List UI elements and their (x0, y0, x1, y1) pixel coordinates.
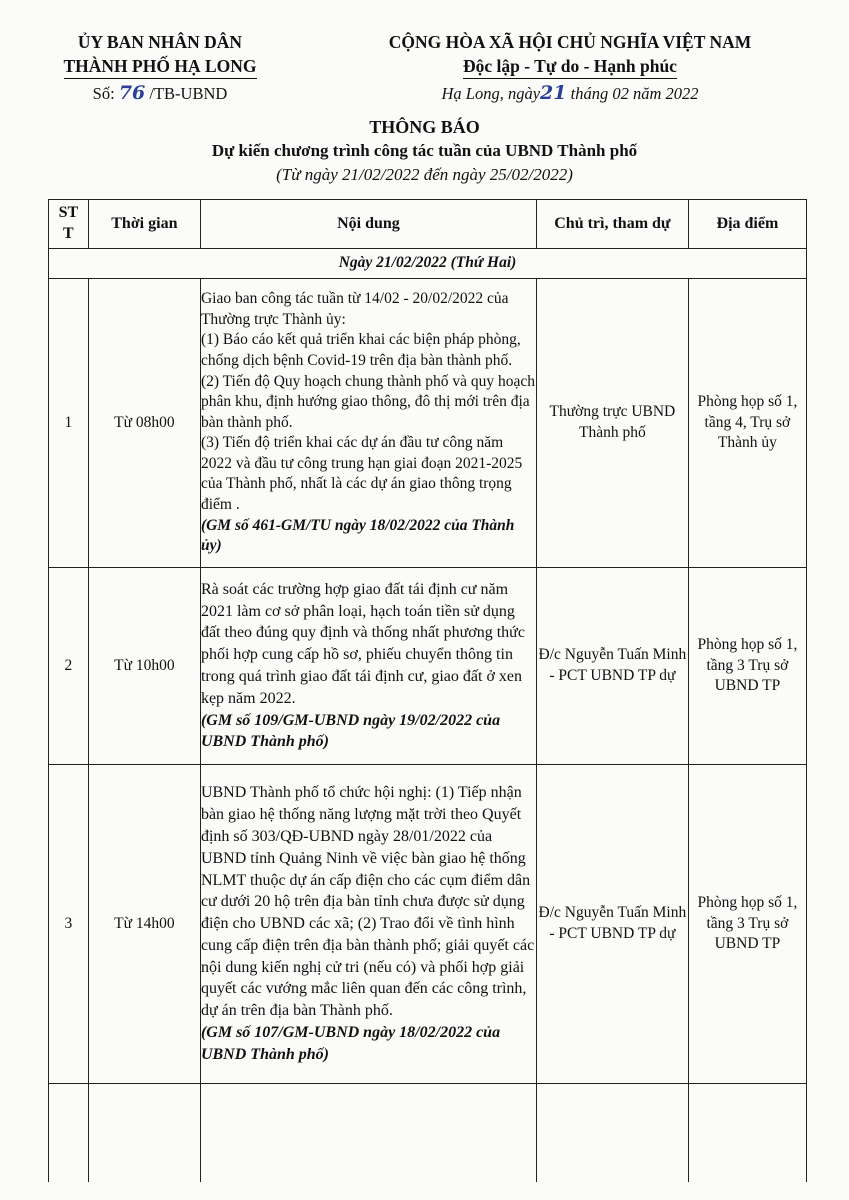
issuing-authority (40, 30, 280, 107)
document-title (0, 115, 849, 187)
table-header-row (49, 200, 807, 249)
row-location: Phòng họp số 1, tầng 3 Trụ sở UBND TP (688, 765, 806, 1084)
date-day-handwritten: 21 (540, 82, 567, 104)
table-row (49, 568, 807, 765)
row-content: Rà soát các trường hợp giao đất tái định cư năm 2021 làm cơ sở phân loại, hạch toán tiền sử dụng đất theo đúng quy định và thống nhất phương thức phối hợp cung cấp hồ sơ, phiếu chuyển thông tin trong quá trình giao đất tái định cư, giao đất ở xen kẹp năm 2022. (200, 580, 525, 707)
col-stt-line2: T (63, 225, 74, 242)
day-header: Ngày 21/02/2022 (Thứ Hai) (49, 249, 807, 279)
date-prefix: Hạ Long, ngày (441, 84, 541, 103)
table-row (49, 765, 807, 1084)
row-host: Đ/c Nguyễn Tuấn Minh - PCT UBND TP dự (536, 765, 688, 1084)
authority-name: ỦY BAN NHÂN DÂN (77, 32, 243, 52)
title-date-range: (Từ ngày 21/02/2022 đến ngày 25/02/2022) (276, 165, 573, 184)
col-host: Chủ trì, tham dự (536, 200, 688, 249)
schedule-table (48, 199, 807, 1182)
row-time: Từ 14h00 (88, 765, 200, 1084)
row-reference: (GM số 107/GM-UBND ngày 18/02/2022 của UBND Thành phố) (200, 1024, 501, 1063)
row-stt: 2 (49, 568, 89, 765)
document-number (40, 80, 280, 107)
doc-number-suffix: /TB-UBND (145, 84, 228, 103)
title-subtitle: Dự kiến chương trình công tác tuần của UBND Thành phố (211, 141, 638, 160)
row-content: UBND Thành phố tổ chức hội nghị: (1) Tiếp nhận bàn giao hệ thống năng lượng mặt trời theo Quyết định số 303/QĐ-UBND ngày 28/01/2022 của UBND tỉnh Quảng Ninh về việc bàn giao hệ thống NLMT thuộc dự án cấp điện cho các cụm điểm dân cư dưới 20 hộ trên địa bàn tỉnh chưa được sử dụng điện cho UBND các xã; (2) Trao đổi về tình hình cung cấp điện trên địa bàn thành phố; giải quyết các nội dung kiến nghị cử tri (nếu có) và phối hợp giải quyết các vướng mắc liên quan đến các công trình, dự án trên địa bàn Thành phố. (200, 784, 535, 1020)
row-host: Đ/c Nguyễn Tuấn Minh - PCT UBND TP dự (536, 568, 688, 765)
row-time-empty (88, 1084, 200, 1183)
col-stt (49, 200, 89, 249)
national-header (345, 30, 795, 107)
row-content-cell (200, 568, 536, 765)
table-row-continued (49, 1084, 807, 1183)
col-content: Nội dung (200, 200, 536, 249)
doc-number-handwritten: 76 (118, 82, 146, 104)
row-reference: (GM số 461-GM/TU ngày 18/02/2022 của Thành ủy) (200, 516, 515, 555)
col-stt-line1: ST (58, 204, 79, 222)
row-location-empty (688, 1084, 806, 1183)
table-row (49, 279, 807, 568)
row-location: Phòng họp số 1, tầng 4, Trụ sở Thành ủy (688, 279, 806, 568)
row-content-cell (200, 279, 536, 568)
national-motto: Độc lập - Tự do - Hạnh phúc (463, 56, 677, 76)
row-host-empty (536, 1084, 688, 1183)
row-location: Phòng họp số 1, tầng 3 Trụ sở UBND TP (688, 568, 806, 765)
place-and-date (345, 80, 795, 107)
row-host: Thường trực UBND Thành phố (536, 279, 688, 568)
day-header-row (49, 249, 807, 279)
row-content: Giao ban công tác tuần từ 14/02 - 20/02/2022 của Thường trực Thành ủy: (1) Báo cáo kết quả triển khai các biện pháp phòng, chống dịch bệnh Covid-19 trên địa bàn thành phố. (2) Tiến độ Quy hoạch chung thành phố và quy hoạch phân khu, định hướng giao thông, đô thị mới trên địa bàn thành phố. (3) Tiến độ triển khai các dự án đầu tư công năm 2022 và đầu tư công trung hạn giai đoạn 2021-2025 của Thành phố, nhất là các dự án giao thông trọng điểm . (200, 290, 536, 514)
row-stt-empty (49, 1084, 89, 1183)
title-main: THÔNG BÁO (369, 117, 480, 137)
col-location: Địa điểm (688, 200, 806, 249)
row-stt: 3 (49, 765, 89, 1084)
row-content-cell (200, 765, 536, 1084)
date-suffix: tháng 02 năm 2022 (566, 84, 699, 103)
nation-name: CỘNG HÒA XÃ HỘI CHỦ NGHĨA VIỆT NAM (388, 32, 752, 52)
row-time: Từ 08h00 (88, 279, 200, 568)
doc-number-prefix: Số: (92, 84, 119, 103)
row-reference: (GM số 109/GM-UBND ngày 19/02/2022 của UBND Thành phố) (200, 711, 501, 751)
row-stt: 1 (49, 279, 89, 568)
city-name: THÀNH PHỐ HẠ LONG (63, 56, 257, 76)
row-content-empty (200, 1084, 536, 1183)
col-time: Thời gian (88, 200, 200, 249)
row-time: Từ 10h00 (88, 568, 200, 765)
